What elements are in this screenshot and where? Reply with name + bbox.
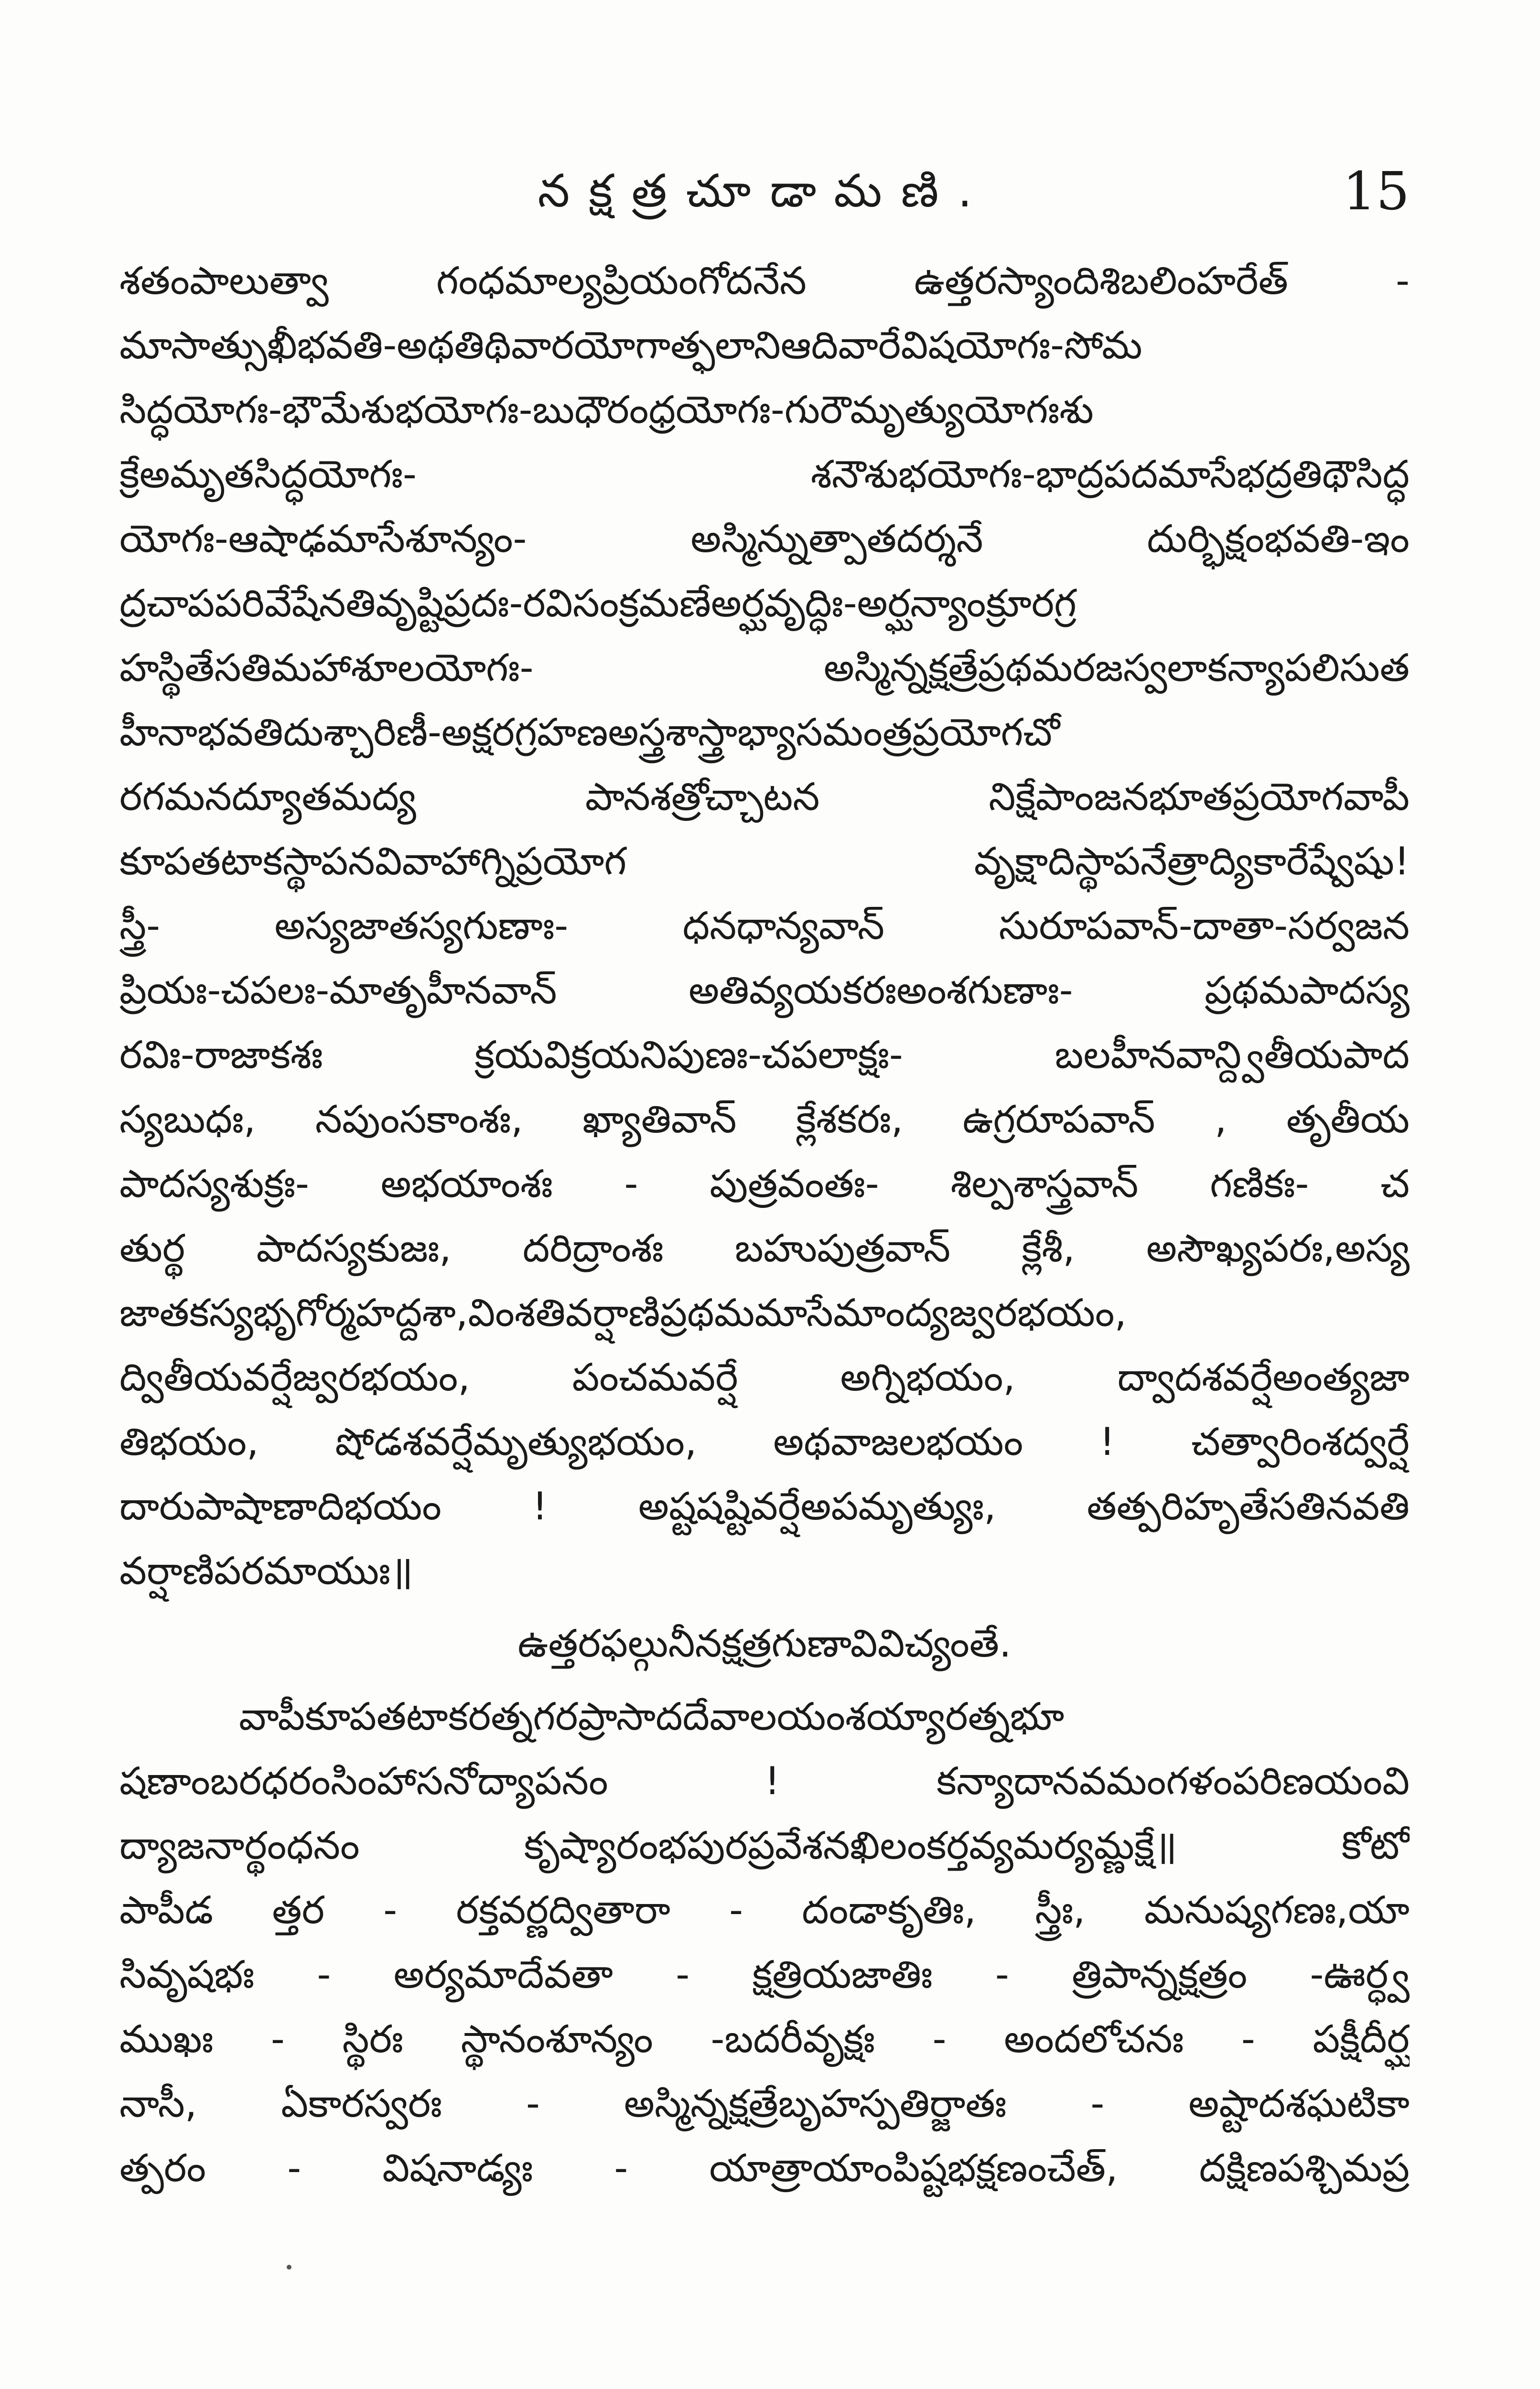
text-line: శతంపాలుత్వా గంధమాల్యప్రియంగోదనేన ఉత్తరస్యాందిశిబలింహరేత్ - xyxy=(119,258,1410,303)
section-heading: ఉత్తరఫల్గునీనక్షత్రగుణావివిచ్యంతే. xyxy=(517,1621,1012,1666)
text-line: ముఖః - స్థిరః స్థానంశూన్యం -బదరీవృక్షః - అందలోచనః - పక్షీదీర్ఘ xyxy=(119,2017,1410,2061)
text-line: రగమనద్యూతమద్య పానశత్రోచ్చాటన నిక్షేపాంజనభూతప్రయోగవాపీ xyxy=(119,775,1410,819)
text-line: సివృషభః - అర్యమాదేవతా - క్షత్రియజాతిః - త్రిపాన్నక్షత్రం -ఊర్ధ్వ xyxy=(119,1952,1410,1997)
page-header xyxy=(119,158,1410,225)
text-line: రవిః-రాజాకశః క్రయవిక్రయనిపుణః-చపలాక్షః- బలహీనవాన్ద్వితీయపాద xyxy=(119,1033,1410,1077)
text-line: దారుపాషాణాదిభయం ! అష్టషష్టివర్షేఅపమృత్యుః, తత్పరిహృతేసతినవతి xyxy=(119,1484,1410,1528)
page-number: 15 xyxy=(1343,161,1410,222)
text-line: ద్వితీయవర్షేజ్వరభయం, పంచమవర్షే అగ్నిభయం, ద్వాదశవర్షేఅంత్యజా xyxy=(119,1355,1410,1399)
text-line: ప్రియః-చపలః-మాతృహీనవాన్ అతివ్యయకరఃఅంశగుణాః- ప్రథమపాదస్య xyxy=(119,968,1410,1012)
text-line: స్త్రీ- అస్యజాతస్యగుణాః- ధనధాన్యవాన్ సురూపవాన్-దాతా-సర్వజన xyxy=(119,904,1410,948)
text-line: వాపీకూపతటాకరత్నగరప్రాసాదదేవాలయంశయ్యారత్నభూ xyxy=(239,1694,1065,1739)
text-line: తుర్థ పాదస్యకుజః, దరిద్రాంశః బహుపుత్రవాన్ క్లేశీ, అసౌఖ్యపరః,అస్య xyxy=(119,1226,1410,1270)
text-line: జాతకస్యభృగోర్మహద్దశా,వింశతివర్షాణిప్రథమమాసేమాంద్యజ్వరభయం, xyxy=(119,1291,1127,1335)
text-line: పాదస్యశుక్రః- అభయాంశః - పుత్రవంతః- శిల్పశాస్త్రవాన్ గణికః- చ xyxy=(119,1162,1410,1206)
text-line: సిద్ధయోగః-భౌమేశుభయోగః-బుధౌరంధ్రయోగః-గురౌమృత్యుయోగఃశు xyxy=(119,387,1094,432)
ink-speck xyxy=(287,2265,291,2270)
running-title: నక్షత్రచూడామణి. xyxy=(538,165,991,217)
text-line: యోగః-ఆషాఢమాసేశూన్యం- అస్మిన్నుత్పాతదర్శనే దుర్భిక్షంభవతి-ఇం xyxy=(119,517,1410,561)
text-line: ద్రచాపపరివేషేనతివృష్టిప్రదః-రవిసంక్రమణేఅర్ఘవృద్ధిః-అర్ఘన్యాంక్రూరగ్ర xyxy=(119,581,1077,625)
text-line: నాసీ, ఏకారస్వరః - అస్మిన్నక్షత్రేబృహస్పతిర్జాతః - అష్టాదశఘటికా xyxy=(119,2081,1410,2126)
text-line: స్యబుధః, నపుంసకాంశః, ఖ్యాతివాన్ క్లేశకరః, ఉగ్రరూపవాన్ , తృతీయ xyxy=(119,1097,1410,1141)
paragraph-2 xyxy=(119,1684,1410,2200)
text-line: హీనాభవతిదుశ్చారిణీ-అక్షరగ్రహణఅస్త్రశాస్త్రాభ్యాసమంత్రప్రయోగచో xyxy=(119,710,1060,754)
text-line: ద్యాజనార్థంధనం కృష్యారంభపురప్రవేశనఖిలంకర్తవ్యమర్యమ్ణక్షే॥ కోటో xyxy=(119,1823,1410,1868)
text-line: క్రేఅమృతసిద్ధయోగః- శనౌశుభయోగః-భాద్రపదమాసేభద్రతిథౌసిద్ధ xyxy=(119,452,1410,496)
text-line: తిభయం, షోడశవర్షేమృత్యుభయం, అథవాజలభయం ! చత్వారింశద్వర్షే xyxy=(119,1420,1410,1464)
text-line: పాపీడ త్తర - రక్తవర్ణద్వితారా - దండాకృతిః, స్త్రీః, మనుష్యగణః,యా xyxy=(119,1888,1410,1932)
body-text xyxy=(119,248,1410,2200)
paragraph-1 xyxy=(119,248,1410,1603)
text-line: వర్షాణిపరమాయుః॥ xyxy=(119,1549,413,1593)
text-line: హస్థితేసతిమహాశూలయోగః- అస్మిన్నక్షత్రేప్రథమరజస్వలాకన్యాపలిసుత xyxy=(119,646,1410,690)
text-line: మాసాత్సుఖీభవతి-అథతిథివారయోగాత్ఫలానిఆదివారేవిషయోగః-సోమ xyxy=(119,323,1142,367)
text-line: షణాంబరధరంసింహాసనోద్యాపనం ! కన్యాదానవమంగళంపరిణయంవి xyxy=(119,1759,1410,1803)
text-line: త్పరం - విషనాడ్యః - యాత్రాయాంపిష్టభక్షణంచేత్, దక్షిణపశ్చిమప్ర xyxy=(119,2146,1410,2190)
text-line: కూపతటాకస్థాపనవివాహాగ్నిప్రయోగ వృక్షాదిస్థాపనేత్రాద్యికారేష్వేషు! xyxy=(119,839,1410,883)
